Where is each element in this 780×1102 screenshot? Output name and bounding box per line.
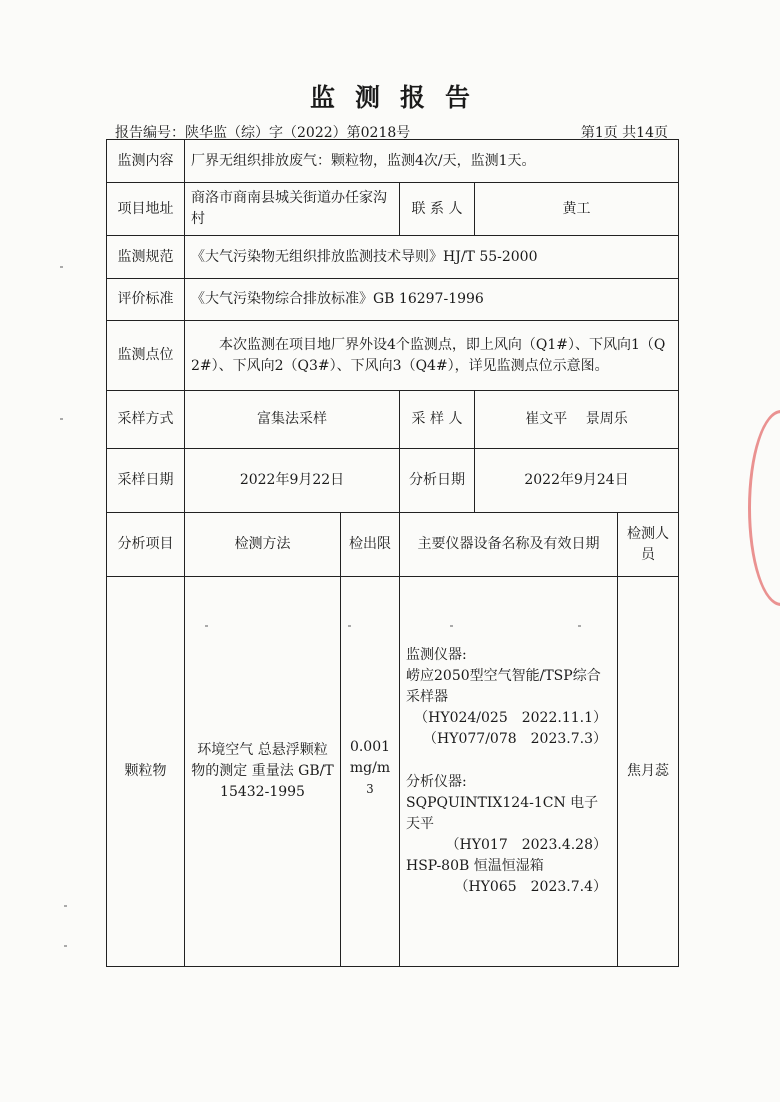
- scan-speck: [205, 625, 208, 627]
- scan-speck: [60, 266, 63, 268]
- sampling-date-label: 采样日期: [107, 449, 185, 513]
- header-instrument: 主要仪器设备名称及有效日期: [400, 513, 618, 577]
- points-label: 监测点位: [107, 321, 185, 391]
- contact-label: 联 系 人: [400, 183, 475, 236]
- monitor-name: 崂应2050型空气智能/TSP综合采样器: [406, 668, 601, 705]
- row-address: [107, 183, 679, 236]
- contact-value: 黄工: [475, 183, 679, 236]
- analysis-id-2: （HY065 2023.7.4）: [454, 879, 607, 895]
- header-item: 分析项目: [107, 513, 185, 577]
- scan-speck: [348, 625, 351, 627]
- header-limit: 检出限: [341, 513, 400, 577]
- scan-speck: [578, 625, 581, 627]
- analysis-header: 分析仪器:: [406, 774, 467, 790]
- analysis-header-row: [107, 513, 679, 577]
- row-sampling: [107, 391, 679, 449]
- analysis-name-1: SQPQUINTIX124-1CN 电子天平: [406, 795, 599, 832]
- standard-label: 评价标准: [107, 279, 185, 321]
- content-label: 监测内容: [107, 140, 185, 183]
- spec-label: 监测规范: [107, 236, 185, 279]
- header-method: 检测方法: [185, 513, 341, 577]
- limit-unit: mg/m: [349, 760, 391, 777]
- header-staff: 检测人员: [618, 513, 679, 577]
- scan-speck: [64, 945, 67, 947]
- monitor-id-2: （HY077/078 2023.7.3）: [423, 731, 607, 747]
- limit-unit-exponent: 3: [366, 782, 374, 797]
- standard-value: 《大气污染物综合排放标准》GB 16297-1996: [185, 279, 679, 321]
- item-cell: 颗粒物: [107, 577, 185, 967]
- monitor-id-1: （HY024/025 2022.11.1）: [414, 710, 607, 726]
- sampling-label: 采样方式: [107, 391, 185, 449]
- sampling-date-value: 2022年9月22日: [185, 449, 400, 513]
- report-table: [106, 139, 679, 967]
- address-label: 项目地址: [107, 183, 185, 236]
- analysis-name-2: HSP-80B 恒温恒湿箱: [406, 858, 544, 874]
- row-content: [107, 140, 679, 183]
- staff-cell: 焦月蕊: [618, 577, 679, 967]
- content-value: 厂界无组织排放废气：颗粒物，监测4次/天，监测1天。: [185, 140, 679, 183]
- report-number: 报告编号：陕华监（综）字（2022）第0218号: [115, 125, 411, 141]
- instrument-cell: [400, 577, 618, 967]
- analysis-date-value: 2022年9月24日: [475, 449, 679, 513]
- analysis-data-row: [107, 577, 679, 967]
- points-value: 本次监测在项目地厂界外设4个监测点，即上风向（Q1#）、下风向1（Q2#）、下风向2（Q3#）、下风向3（Q4#），详见监测点位示意图。: [185, 321, 679, 391]
- analysis-date-label: 分析日期: [400, 449, 475, 513]
- sampling-value: 富集法采样: [185, 391, 400, 449]
- seal-stamp: [748, 410, 780, 606]
- page-info: 第1页 共14页: [580, 125, 668, 141]
- scan-speck: [60, 418, 63, 420]
- monitor-header: 监测仪器:: [406, 647, 467, 663]
- row-spec: [107, 236, 679, 279]
- scan-speck: [450, 625, 453, 627]
- spec-value: 《大气污染物无组织排放监测技术导则》HJ/T 55-2000: [185, 236, 679, 279]
- limit-cell: [341, 577, 400, 967]
- sampler-value: 崔文平 景周乐: [475, 391, 679, 449]
- limit-value: 0.001: [349, 739, 391, 756]
- analysis-id-1: （HY017 2023.4.28）: [445, 837, 607, 853]
- row-dates: [107, 449, 679, 513]
- page-title: 监测报告: [309, 83, 490, 112]
- method-cell: 环境空气 总悬浮颗粒物的测定 重量法 GB/T 15432-1995: [185, 577, 341, 967]
- address-value: 商洛市商南县城关街道办任家沟村: [185, 183, 400, 236]
- scan-speck: [64, 905, 67, 907]
- sampler-label: 采 样 人: [400, 391, 475, 449]
- row-standard: [107, 279, 679, 321]
- row-points: [107, 321, 679, 391]
